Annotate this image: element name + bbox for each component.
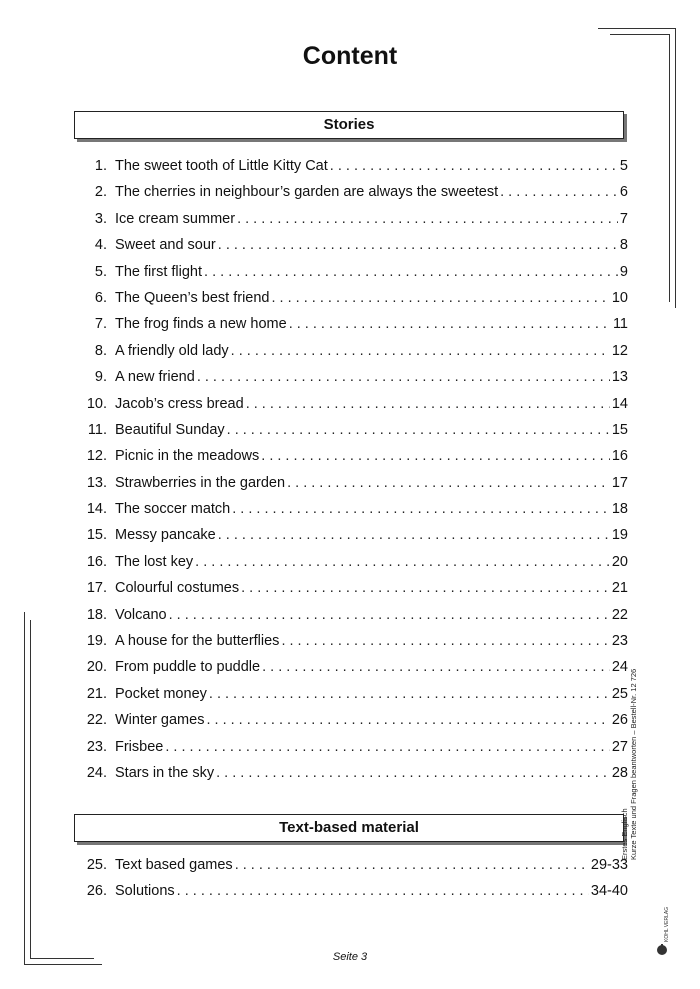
toc-leader-dots (227, 417, 610, 443)
toc-leader-dots (216, 760, 610, 786)
toc-entry-number: 17. (86, 580, 107, 597)
toc-entry-number: 2. (94, 184, 107, 201)
toc-entry-number: 22. (86, 712, 107, 729)
toc-entry (74, 206, 628, 232)
toc-entry (74, 364, 628, 390)
toc-entry-number: 21. (86, 685, 107, 702)
toc-entry-number: 23. (86, 738, 107, 755)
toc-leader-dots (235, 852, 589, 878)
toc-entry-title: The lost key (115, 553, 194, 570)
toc-entry-number: 15. (86, 527, 107, 544)
toc-entry-page: 18 (611, 501, 628, 518)
toc-entry-page: 15 (611, 421, 628, 438)
toc-entry-page: 34-40 (590, 883, 628, 900)
frame-top-right (598, 28, 676, 29)
toc-entry-page: 5 (619, 158, 628, 174)
toc-entry (74, 232, 628, 258)
toc-entry-title: The soccer match (115, 501, 231, 518)
toc-entry-number: 4. (94, 237, 107, 254)
toc-entry (74, 760, 628, 786)
toc-entry-page: 11 (612, 316, 628, 333)
publisher-name: KOHL VERLAG (664, 906, 670, 942)
toc-entry-page: 24 (611, 659, 628, 676)
toc-entry-title: The Queen’s best friend (115, 289, 270, 306)
toc-entry (74, 259, 628, 285)
toc-entry-page: 29-33 (590, 857, 628, 873)
toc-entry-page: 22 (611, 606, 628, 623)
toc-leader-dots (197, 364, 610, 390)
toc-entry-title: A friendly old lady (115, 342, 229, 359)
toc-entry-page: 13 (611, 369, 628, 386)
toc-entry-page: 14 (611, 395, 628, 412)
frame-top-right-inner (610, 34, 670, 35)
toc-leader-dots (241, 575, 610, 601)
toc-entry (74, 470, 628, 496)
toc-entry-title: Winter games (115, 712, 205, 729)
toc-entry-number: 7. (94, 316, 107, 333)
frame-bottom-left (24, 964, 102, 965)
toc-entry-page: 19 (611, 527, 628, 544)
toc-entry-page: 20 (611, 553, 628, 570)
toc-entry-page: 8 (619, 237, 628, 254)
toc-entry-page: 27 (611, 738, 628, 755)
toc-leader-dots (287, 470, 610, 496)
frame-left-vertical-inner (30, 620, 31, 958)
toc-entry-page: 17 (611, 474, 628, 491)
toc-leader-dots (262, 654, 610, 680)
side-imprint-line1: Erstes Englisch (620, 808, 629, 860)
toc-entry-title: A new friend (115, 369, 195, 386)
toc-entry-page: 12 (611, 342, 628, 359)
toc-entry-page: 26 (611, 712, 628, 729)
toc-leader-dots (218, 232, 618, 258)
frame-left-vertical (24, 612, 25, 964)
toc-entry (74, 443, 628, 469)
frame-right-vertical-inner (669, 34, 670, 302)
toc-entry-title: Frisbee (115, 738, 164, 755)
side-imprint (620, 630, 638, 860)
toc-entry (74, 338, 628, 364)
section-heading-stories: Stories (74, 111, 624, 139)
toc-leader-dots (204, 259, 618, 285)
toc-leader-dots (237, 206, 618, 232)
toc-entry-number: 16. (86, 553, 107, 570)
toc-entry (74, 549, 628, 575)
toc-entry-number: 20. (86, 659, 107, 676)
toc-entry-title: Jacob’s cress bread (115, 395, 244, 412)
toc-entry-number: 13. (86, 474, 107, 491)
toc-entry-title: Sweet and sour (115, 237, 216, 254)
toc-entry-number: 24. (86, 764, 107, 781)
toc-entry-title: From puddle to puddle (115, 659, 261, 676)
toc-entry-page: 25 (611, 685, 628, 702)
stories-list (74, 153, 628, 786)
section-heading-text-material: Text-based material (74, 814, 624, 842)
toc-entry-title: Volcano (115, 606, 167, 623)
toc-leader-dots (261, 443, 610, 469)
toc-entry-page: 7 (619, 210, 628, 227)
toc-entry (74, 496, 628, 522)
toc-entry-title: The first flight (115, 263, 203, 280)
toc-leader-dots (209, 681, 610, 707)
toc-entry-page: 23 (611, 633, 628, 650)
toc-entry-title: Solutions (115, 883, 175, 900)
toc-leader-dots (330, 153, 618, 179)
toc-entry-number: 11. (87, 421, 107, 438)
toc-entry-number: 10. (86, 395, 107, 412)
toc-entry (74, 654, 628, 680)
material-list (74, 852, 628, 905)
toc-entry-page: 6 (619, 184, 628, 201)
toc-entry-number: 5. (94, 263, 107, 280)
toc-entry-title: Messy pancake (115, 527, 216, 544)
toc-entry (74, 707, 628, 733)
toc-entry-title: The cherries in neighbour’s garden are always the sweetest (115, 184, 499, 201)
toc-leader-dots (231, 338, 610, 364)
toc-entry (74, 628, 628, 654)
toc-entry-page: 21 (611, 580, 628, 597)
toc-leader-dots (500, 179, 618, 205)
toc-entry (74, 311, 628, 337)
toc-entry-title: Picnic in the meadows (115, 448, 260, 465)
toc-entry-number: 18. (86, 606, 107, 623)
toc-leader-dots (246, 391, 610, 417)
toc-entry (74, 681, 628, 707)
toc-entry (74, 878, 628, 904)
toc-entry-number: 6. (94, 289, 107, 306)
toc-leader-dots (206, 707, 609, 733)
page-footer: Seite 3 (332, 951, 368, 963)
toc-entry-title: The frog finds a new home (115, 316, 287, 333)
toc-entry-number: 8. (94, 342, 107, 359)
toc-entry-number: 19. (86, 633, 107, 650)
toc-leader-dots (218, 522, 610, 548)
toc-entry-page: 9 (619, 263, 628, 280)
toc-entry (74, 575, 628, 601)
toc-leader-dots (281, 628, 609, 654)
toc-entry (74, 522, 628, 548)
toc-entry (74, 391, 628, 417)
side-imprint-line2: Kurze Texte und Fragen beantworten – Bestell-Nr. 12 726 (629, 668, 638, 860)
toc-entry-page: 16 (611, 448, 628, 465)
toc-entry-title: Ice cream summer (115, 210, 236, 227)
toc-entry-page: 28 (611, 764, 628, 781)
toc-entry-number: 3. (94, 210, 107, 227)
toc-entry-title: The sweet tooth of Little Kitty Cat (115, 158, 328, 174)
toc-entry-number: 14. (86, 501, 107, 518)
page-title: Content (302, 42, 398, 70)
toc-entry-number: 9. (94, 369, 107, 386)
toc-entry-number: 12. (86, 448, 107, 465)
toc-entry-number: 26. (86, 883, 107, 900)
toc-leader-dots (272, 285, 610, 311)
toc-entry (74, 285, 628, 311)
toc-entry-title: Strawberries in the garden (115, 474, 286, 491)
toc-leader-dots (195, 549, 610, 575)
toc-entry (74, 417, 628, 443)
toc-entry-title: Text based games (115, 857, 233, 873)
toc-leader-dots (165, 734, 610, 760)
toc-leader-dots (169, 602, 610, 628)
toc-leader-dots (232, 496, 610, 522)
toc-entry (74, 153, 628, 179)
toc-entry (74, 602, 628, 628)
toc-entry (74, 852, 628, 878)
toc-entry (74, 734, 628, 760)
toc-entry-title: Stars in the sky (115, 764, 215, 781)
toc-entry-title: Beautiful Sunday (115, 421, 225, 438)
toc-entry-page: 10 (611, 289, 628, 306)
toc-entry (74, 179, 628, 205)
publisher-logo-icon (656, 898, 672, 958)
toc-entry-number: 1. (94, 158, 107, 174)
toc-entry-title: A house for the butterflies (115, 633, 280, 650)
toc-leader-dots (289, 311, 611, 337)
toc-entry-title: Colourful costumes (115, 580, 240, 597)
toc-leader-dots (177, 878, 589, 904)
toc-entry-title: Pocket money (115, 685, 207, 702)
toc-entry-number: 25. (86, 857, 107, 873)
